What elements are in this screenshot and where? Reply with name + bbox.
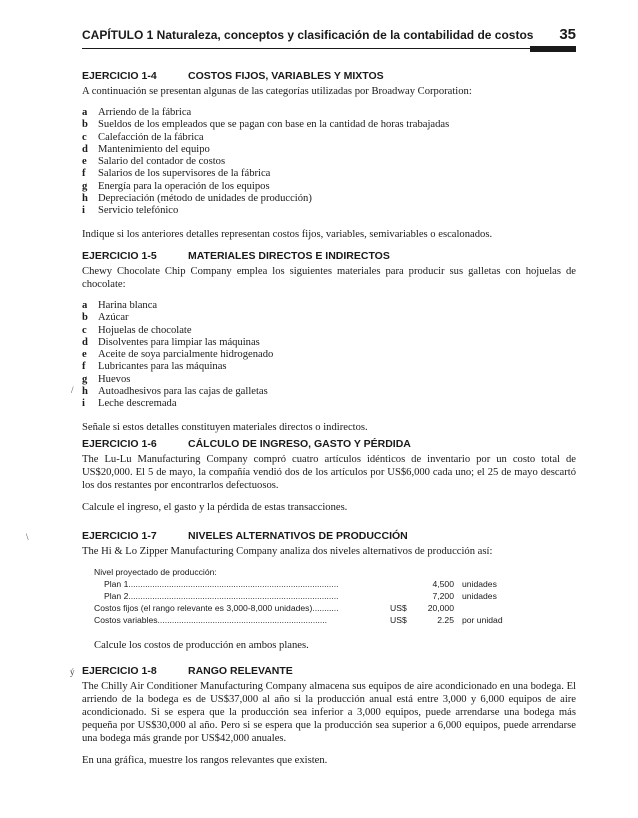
item-letter: a	[82, 300, 88, 311]
item-letter: f	[82, 168, 86, 180]
list-item	[82, 181, 576, 193]
item-text: Hojuelas de chocolate	[98, 324, 192, 336]
exercise-code: EJERCICIO 1-8	[82, 665, 157, 677]
row-currency: US$	[390, 603, 407, 613]
item-text: Arriendo de la fábrica	[98, 107, 192, 118]
exercise-code: EJERCICIO 1-5	[82, 250, 157, 262]
list-item	[82, 361, 576, 373]
item-text: Servicio telefónico	[98, 205, 179, 217]
exercise-1-8	[82, 665, 576, 767]
item-letter: i	[82, 205, 85, 217]
exercise-1-4	[82, 70, 576, 241]
item-letter: e	[82, 349, 87, 361]
item-text: Mantenimiento del equipo	[98, 143, 210, 155]
item-letter: c	[82, 324, 87, 336]
row-value: 4,500	[432, 579, 454, 589]
exercise-question: Calcule el ingreso, el gasto y la pérdida de estas transacciones.	[82, 502, 348, 513]
exercise-intro: Chewy Chocolate Chip Company emplea los siguientes materiales para producir sus galletas con hojuelas de chocolate:	[82, 266, 576, 290]
item-letter: d	[82, 143, 88, 155]
list-item	[82, 168, 576, 180]
table-row	[94, 578, 564, 590]
exercise-1-7	[82, 530, 576, 652]
list-item	[82, 119, 576, 131]
row-unit: unidades	[462, 591, 497, 601]
production-table	[94, 566, 564, 626]
item-text: Leche descremada	[98, 398, 177, 410]
pen-mark: \	[26, 532, 29, 542]
list-item	[82, 349, 576, 361]
category-list	[82, 107, 576, 218]
exercise-title: RANGO RELEVANTE	[188, 665, 293, 677]
table-row	[94, 614, 564, 626]
item-letter: g	[82, 180, 88, 192]
exercise-body: The Chilly Air Conditioner Manufacturing Company almacena sus equipos de aire acondicionado en una bodega. El arriendo de la bodega es de US$37,000 al año si la producción anual está entre 3,000 y 6,000 equipos de aire acondicionado. Si se espera que la producción sea inferior a 3,000 equipos, puede arrendarse una bodega más pequeña por US$30,000 al año. Pero si se espera que la producción sea superior a 6,000 equipos, puede arrendarse una bodega más grande por US$42,000 anuales.	[82, 681, 576, 744]
item-text: Energía para la operación de los equipos	[98, 180, 270, 192]
exercise-title: NIVELES ALTERNATIVOS DE PRODUCCIÓN	[188, 530, 408, 542]
list-item	[82, 374, 576, 386]
item-text: Aceite de soya parcialmente hidrogenado	[98, 349, 274, 361]
list-item	[82, 193, 576, 205]
list-item	[82, 398, 576, 410]
exercise-heading	[82, 530, 576, 542]
exercise-title: COSTOS FIJOS, VARIABLES Y MIXTOS	[188, 70, 384, 82]
exercise-1-5	[82, 250, 576, 434]
exercise-title: CÁLCULO DE INGRESO, GASTO Y PÉRDIDA	[188, 438, 411, 450]
exercise-code: EJERCICIO 1-7	[82, 530, 157, 542]
chapter-title: CAPÍTULO 1 Naturaleza, conceptos y clasificación de la contabilidad de costos	[82, 28, 534, 42]
exercise-question: Calcule los costos de producción en ambos planes.	[94, 640, 309, 651]
row-unit: unidades	[462, 579, 497, 589]
table-heading: Nivel proyectado de producción:	[94, 567, 217, 577]
list-item	[82, 325, 576, 337]
row-value: 7,200	[432, 591, 454, 601]
item-letter: b	[82, 312, 88, 324]
item-letter: f	[82, 361, 86, 373]
table-row	[94, 590, 564, 602]
item-text: Autoadhesivos para las cajas de galletas	[98, 386, 268, 398]
item-letter: d	[82, 336, 88, 348]
exercise-1-6	[82, 438, 576, 514]
list-item	[82, 386, 576, 398]
item-text: Huevos	[98, 373, 131, 385]
item-text: Salario del contador de costos	[98, 156, 226, 168]
item-text: Azúcar	[98, 312, 129, 324]
item-text: Calefacción de la fábrica	[98, 131, 204, 143]
row-label: Costos variables.......................................................................	[94, 615, 328, 625]
header-rule	[82, 48, 576, 49]
row-value: 2.25	[437, 615, 454, 625]
list-item	[82, 337, 576, 349]
exercise-question: Señale si estos detalles constituyen materiales directos o indirectos.	[82, 421, 368, 433]
exercise-heading	[82, 438, 576, 450]
pen-mark: ý	[70, 667, 75, 677]
exercise-question: Indique si los anteriores detalles representan costos fijos, variables, semivariables o escalonados.	[82, 228, 493, 240]
exercise-body: The Lu-Lu Manufacturing Company compró cuatro artículos idénticos de inventario por un costo total de US$20,000. El 5 de mayo, la compañía vendió dos de los artículos por US$6,000 cada uno; el 25 de mayo descartó los dos restantes por encontrarlos defectuosos.	[82, 454, 576, 491]
row-unit: por unidad	[462, 615, 503, 625]
table-rows	[94, 578, 564, 626]
exercise-code: EJERCICIO 1-6	[82, 438, 157, 450]
exercise-heading	[82, 250, 576, 262]
item-letter: b	[82, 119, 88, 131]
item-letter: e	[82, 156, 87, 168]
list-item	[82, 132, 576, 144]
row-label: Costos fijos (el rango relevante es 3,000-8,000 unidades)...........	[94, 603, 339, 613]
exercise-title: MATERIALES DIRECTOS E INDIRECTOS	[188, 250, 390, 262]
item-letter: i	[82, 398, 85, 410]
list-item	[82, 205, 576, 217]
item-letter: c	[82, 131, 87, 143]
exercise-code: EJERCICIO 1-4	[82, 70, 157, 82]
item-letter: g	[82, 373, 88, 385]
exercise-question: En una gráfica, muestre los rangos relevantes que existen.	[82, 755, 328, 766]
page-number: 35	[559, 26, 576, 43]
item-letter: a	[82, 107, 88, 118]
row-value: 20,000	[427, 603, 454, 613]
list-item	[82, 107, 576, 119]
item-text: Lubricantes para las máquinas	[98, 361, 227, 373]
list-item	[82, 312, 576, 324]
item-text: Depreciación (método de unidades de producción)	[98, 193, 312, 205]
header-bar	[530, 46, 576, 52]
row-currency: US$	[390, 615, 407, 625]
item-text: Sueldos de los empleados que se pagan con base en la cantidad de horas trabajadas	[98, 119, 450, 131]
exercise-intro: The Hi & Lo Zipper Manufacturing Company analiza dos niveles alternativos de producción así:	[82, 546, 493, 557]
item-text: Salarios de los supervisores de la fábrica	[98, 168, 271, 180]
item-letter: h	[82, 193, 88, 205]
materials-list	[82, 300, 576, 411]
exercise-heading	[82, 70, 576, 82]
list-item	[82, 300, 576, 312]
item-text: Harina blanca	[98, 300, 158, 311]
row-label: Plan 1........................................................................................	[104, 579, 339, 589]
item-letter: h	[82, 386, 88, 398]
list-item	[82, 156, 576, 168]
running-header	[82, 28, 576, 50]
table-row	[94, 602, 564, 614]
row-label: Plan 2........................................................................................	[104, 591, 339, 601]
exercise-heading	[82, 665, 576, 677]
pen-mark: /	[71, 385, 74, 395]
exercise-intro: A continuación se presentan algunas de las categorías utilizadas por Broadway Corporation:	[82, 86, 472, 97]
item-text: Disolventes para limpiar las máquinas	[98, 336, 260, 348]
list-item	[82, 144, 576, 156]
